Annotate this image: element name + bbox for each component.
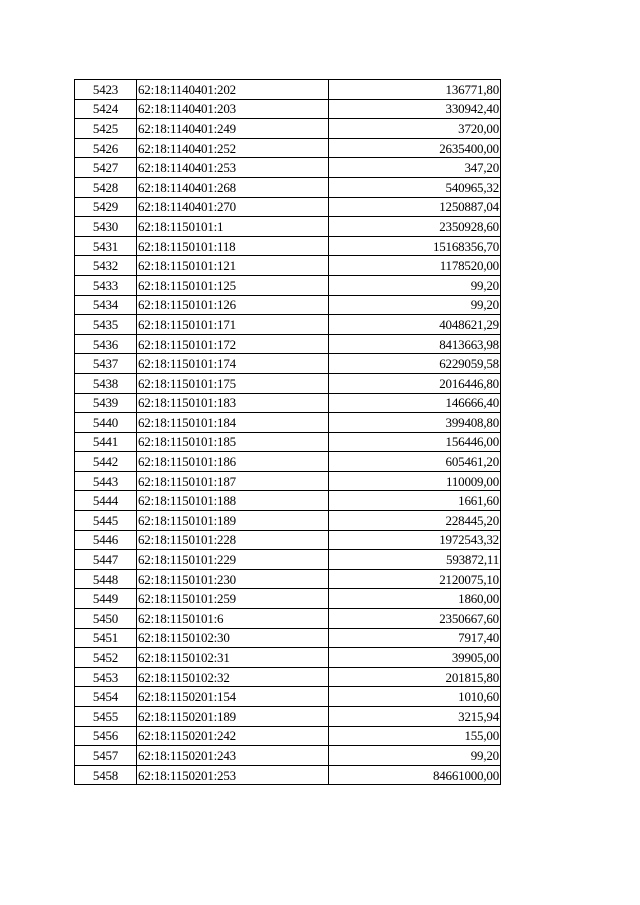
table-row bbox=[75, 530, 501, 550]
table-row bbox=[75, 99, 501, 119]
value-cell: 1178520,00 bbox=[329, 256, 501, 276]
row-number-cell: 5444 bbox=[75, 491, 137, 511]
table-row bbox=[75, 295, 501, 315]
row-number-cell: 5456 bbox=[75, 726, 137, 746]
table-row bbox=[75, 197, 501, 217]
value-cell: 2635400,00 bbox=[329, 138, 501, 158]
table-row bbox=[75, 275, 501, 295]
table-row bbox=[75, 315, 501, 335]
value-cell: 1661,60 bbox=[329, 491, 501, 511]
row-number-cell: 5438 bbox=[75, 373, 137, 393]
row-number-cell: 5455 bbox=[75, 707, 137, 727]
table-row bbox=[75, 236, 501, 256]
table-body bbox=[75, 80, 501, 785]
table-row bbox=[75, 217, 501, 237]
row-number-cell: 5448 bbox=[75, 569, 137, 589]
cadastral-number-cell: 62:18:1150101:172 bbox=[137, 334, 329, 354]
cadastral-number-cell: 62:18:1150101:186 bbox=[137, 452, 329, 472]
cadastral-number-cell: 62:18:1150201:154 bbox=[137, 687, 329, 707]
table-row bbox=[75, 589, 501, 609]
table-row bbox=[75, 373, 501, 393]
cadastral-number-cell: 62:18:1140401:203 bbox=[137, 99, 329, 119]
value-cell: 1010,60 bbox=[329, 687, 501, 707]
row-number-cell: 5436 bbox=[75, 334, 137, 354]
cadastral-number-cell: 62:18:1150101:126 bbox=[137, 295, 329, 315]
value-cell: 110009,00 bbox=[329, 471, 501, 491]
cadastral-value-table bbox=[74, 79, 501, 785]
cadastral-number-cell: 62:18:1150101:187 bbox=[137, 471, 329, 491]
value-cell: 2350667,60 bbox=[329, 609, 501, 629]
cadastral-number-cell: 62:18:1140401:268 bbox=[137, 177, 329, 197]
row-number-cell: 5435 bbox=[75, 315, 137, 335]
cadastral-number-cell: 62:18:1150101:183 bbox=[137, 393, 329, 413]
cadastral-number-cell: 62:18:1140401:249 bbox=[137, 119, 329, 139]
row-number-cell: 5433 bbox=[75, 275, 137, 295]
table-row bbox=[75, 432, 501, 452]
row-number-cell: 5457 bbox=[75, 746, 137, 766]
cadastral-number-cell: 62:18:1150101:1 bbox=[137, 217, 329, 237]
value-cell: 2120075,10 bbox=[329, 569, 501, 589]
cadastral-number-cell: 62:18:1150102:30 bbox=[137, 628, 329, 648]
value-cell: 146666,40 bbox=[329, 393, 501, 413]
cadastral-number-cell: 62:18:1150201:243 bbox=[137, 746, 329, 766]
cadastral-number-cell: 62:18:1150102:32 bbox=[137, 667, 329, 687]
cadastral-number-cell: 62:18:1150101:125 bbox=[137, 275, 329, 295]
value-cell: 1972543,32 bbox=[329, 530, 501, 550]
table-row bbox=[75, 726, 501, 746]
row-number-cell: 5452 bbox=[75, 648, 137, 668]
row-number-cell: 5425 bbox=[75, 119, 137, 139]
cadastral-number-cell: 62:18:1140401:253 bbox=[137, 158, 329, 178]
table-row bbox=[75, 393, 501, 413]
row-number-cell: 5427 bbox=[75, 158, 137, 178]
cadastral-number-cell: 62:18:1140401:252 bbox=[137, 138, 329, 158]
row-number-cell: 5450 bbox=[75, 609, 137, 629]
cadastral-number-cell: 62:18:1140401:270 bbox=[137, 197, 329, 217]
cadastral-number-cell: 62:18:1150101:259 bbox=[137, 589, 329, 609]
value-cell: 3215,94 bbox=[329, 707, 501, 727]
value-cell: 4048621,29 bbox=[329, 315, 501, 335]
row-number-cell: 5454 bbox=[75, 687, 137, 707]
table-row bbox=[75, 138, 501, 158]
table-row bbox=[75, 569, 501, 589]
table-row bbox=[75, 765, 501, 785]
row-number-cell: 5441 bbox=[75, 432, 137, 452]
table-row bbox=[75, 707, 501, 727]
row-number-cell: 5446 bbox=[75, 530, 137, 550]
value-cell: 3720,00 bbox=[329, 119, 501, 139]
cadastral-number-cell: 62:18:1150101:175 bbox=[137, 373, 329, 393]
cadastral-number-cell: 62:18:1150101:174 bbox=[137, 354, 329, 374]
table-row bbox=[75, 491, 501, 511]
table-row bbox=[75, 628, 501, 648]
value-cell: 1860,00 bbox=[329, 589, 501, 609]
table-row bbox=[75, 80, 501, 100]
value-cell: 6229059,58 bbox=[329, 354, 501, 374]
value-cell: 605461,20 bbox=[329, 452, 501, 472]
table-row bbox=[75, 256, 501, 276]
row-number-cell: 5439 bbox=[75, 393, 137, 413]
value-cell: 2016446,80 bbox=[329, 373, 501, 393]
table-row bbox=[75, 511, 501, 531]
table-row bbox=[75, 687, 501, 707]
row-number-cell: 5423 bbox=[75, 80, 137, 100]
cadastral-number-cell: 62:18:1150201:253 bbox=[137, 765, 329, 785]
cadastral-number-cell: 62:18:1150101:6 bbox=[137, 609, 329, 629]
table-row bbox=[75, 119, 501, 139]
value-cell: 330942,40 bbox=[329, 99, 501, 119]
cadastral-number-cell: 62:18:1150101:118 bbox=[137, 236, 329, 256]
value-cell: 399408,80 bbox=[329, 413, 501, 433]
row-number-cell: 5424 bbox=[75, 99, 137, 119]
row-number-cell: 5434 bbox=[75, 295, 137, 315]
row-number-cell: 5437 bbox=[75, 354, 137, 374]
value-cell: 201815,80 bbox=[329, 667, 501, 687]
cadastral-number-cell: 62:18:1150101:188 bbox=[137, 491, 329, 511]
table-row bbox=[75, 452, 501, 472]
row-number-cell: 5447 bbox=[75, 550, 137, 570]
value-cell: 84661000,00 bbox=[329, 765, 501, 785]
row-number-cell: 5443 bbox=[75, 471, 137, 491]
cadastral-number-cell: 62:18:1150201:189 bbox=[137, 707, 329, 727]
table-row bbox=[75, 158, 501, 178]
value-cell: 1250887,04 bbox=[329, 197, 501, 217]
table-row bbox=[75, 334, 501, 354]
row-number-cell: 5432 bbox=[75, 256, 137, 276]
table-row bbox=[75, 413, 501, 433]
row-number-cell: 5440 bbox=[75, 413, 137, 433]
cadastral-number-cell: 62:18:1150101:184 bbox=[137, 413, 329, 433]
value-cell: 8413663,98 bbox=[329, 334, 501, 354]
value-cell: 99,20 bbox=[329, 746, 501, 766]
cadastral-number-cell: 62:18:1150101:230 bbox=[137, 569, 329, 589]
table-row bbox=[75, 177, 501, 197]
table-row bbox=[75, 609, 501, 629]
value-cell: 39905,00 bbox=[329, 648, 501, 668]
table-row bbox=[75, 667, 501, 687]
row-number-cell: 5453 bbox=[75, 667, 137, 687]
value-cell: 156446,00 bbox=[329, 432, 501, 452]
cadastral-number-cell: 62:18:1150101:171 bbox=[137, 315, 329, 335]
value-cell: 7917,40 bbox=[329, 628, 501, 648]
row-number-cell: 5428 bbox=[75, 177, 137, 197]
row-number-cell: 5449 bbox=[75, 589, 137, 609]
table-row bbox=[75, 746, 501, 766]
value-cell: 155,00 bbox=[329, 726, 501, 746]
value-cell: 228445,20 bbox=[329, 511, 501, 531]
cadastral-number-cell: 62:18:1140401:202 bbox=[137, 80, 329, 100]
row-number-cell: 5445 bbox=[75, 511, 137, 531]
cadastral-number-cell: 62:18:1150201:242 bbox=[137, 726, 329, 746]
row-number-cell: 5458 bbox=[75, 765, 137, 785]
cadastral-number-cell: 62:18:1150101:229 bbox=[137, 550, 329, 570]
row-number-cell: 5430 bbox=[75, 217, 137, 237]
row-number-cell: 5429 bbox=[75, 197, 137, 217]
table-row bbox=[75, 550, 501, 570]
value-cell: 136771,80 bbox=[329, 80, 501, 100]
row-number-cell: 5431 bbox=[75, 236, 137, 256]
row-number-cell: 5426 bbox=[75, 138, 137, 158]
value-cell: 2350928,60 bbox=[329, 217, 501, 237]
table-row bbox=[75, 648, 501, 668]
value-cell: 540965,32 bbox=[329, 177, 501, 197]
row-number-cell: 5451 bbox=[75, 628, 137, 648]
row-number-cell: 5442 bbox=[75, 452, 137, 472]
table-row bbox=[75, 354, 501, 374]
table-row bbox=[75, 471, 501, 491]
cadastral-number-cell: 62:18:1150102:31 bbox=[137, 648, 329, 668]
cadastral-number-cell: 62:18:1150101:228 bbox=[137, 530, 329, 550]
value-cell: 15168356,70 bbox=[329, 236, 501, 256]
value-cell: 99,20 bbox=[329, 275, 501, 295]
value-cell: 593872,11 bbox=[329, 550, 501, 570]
value-cell: 347,20 bbox=[329, 158, 501, 178]
cadastral-number-cell: 62:18:1150101:189 bbox=[137, 511, 329, 531]
cadastral-number-cell: 62:18:1150101:185 bbox=[137, 432, 329, 452]
value-cell: 99,20 bbox=[329, 295, 501, 315]
cadastral-number-cell: 62:18:1150101:121 bbox=[137, 256, 329, 276]
